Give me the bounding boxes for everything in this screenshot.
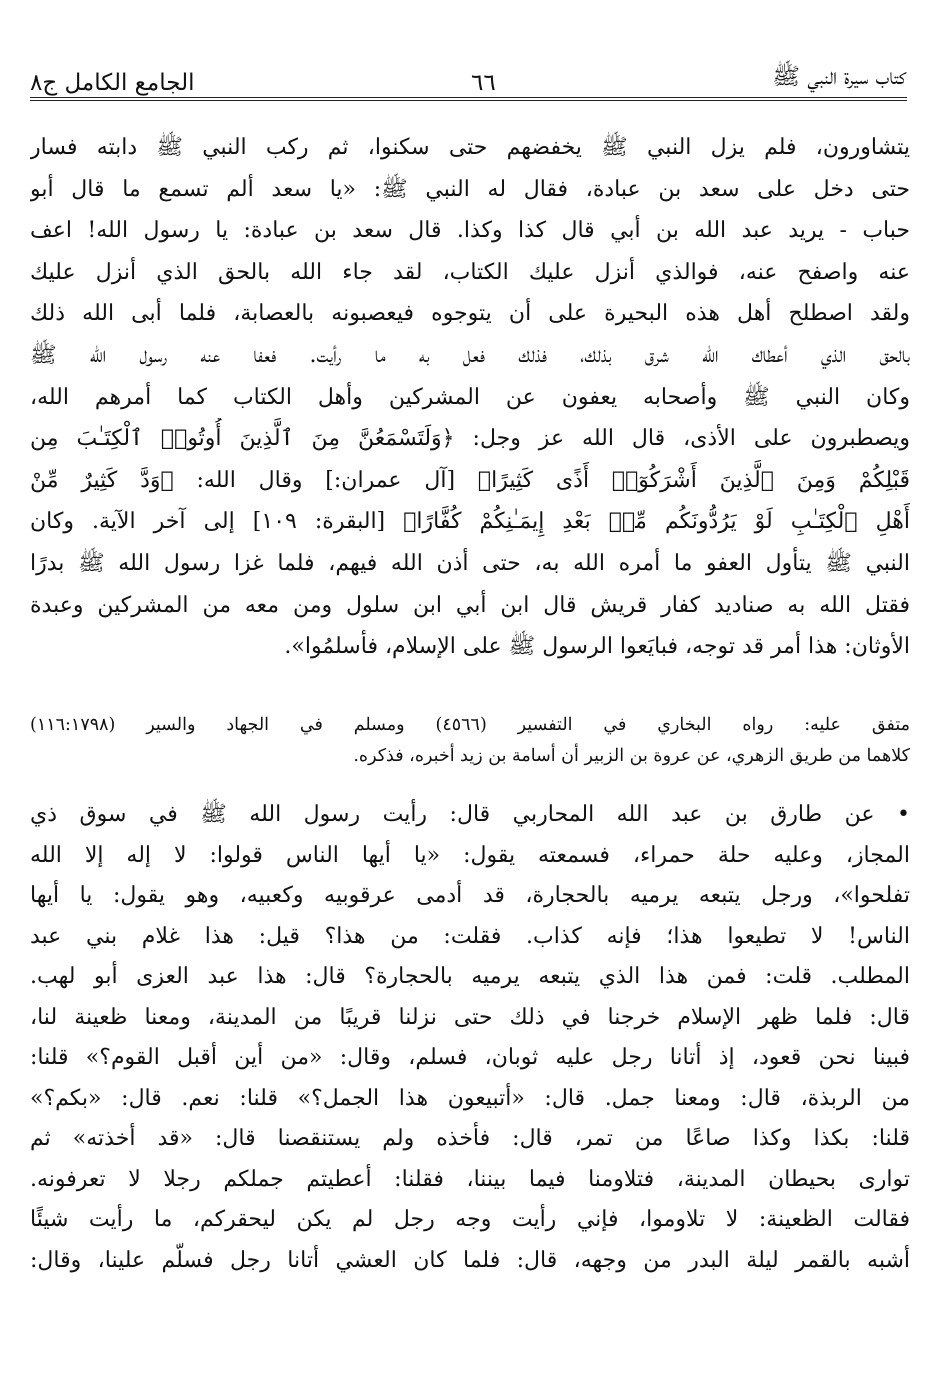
header-volume-title: الجامع الكامل ج٨ [30,70,195,96]
text-line: عنه واصفح عنه، فوالذي أنزل عليك الكتاب، لقد جاء الله بالحق الذي أنزل عليك [30,259,910,285]
header-book-title: كتاب سيرة النبي ﷺ [772,64,906,90]
text-line: يتشاورون، فلم يزل النبي ﷺ يخفضهم حتى سكنوا، ثم ركب النبي ﷺ دابته فسار [30,135,910,160]
text-line: فقالت الظعينة: لا تلاوموا، فإني رأيت وجه رجل لم يكن ليحقركم، ما رأيت شيئًا [30,1207,910,1232]
page-number: ٦٦ [471,70,496,96]
header-rule [30,97,907,101]
text-line: فبينا نحن قعود، إذ أتانا رجل عليه ثوبان، فسلم، وقال: «من أين أقبل القوم؟» قلنا: [30,1045,910,1070]
text-line: قلنا: بكذا وكذا صاعًا من تمر، قال: فأخذه ولم يستنقصنا قال: «قد أخذته» ثم [30,1126,910,1151]
footnote-line: كلاهما من طريق الزهري، عن عروة بن الزبير أن أسامة بن زيد أخبره، فذكره. [353,746,910,766]
text-line: المطلب. قلت: فمن هذا الذي يتبعه يرميه بالحجارة؟ قال: هذا عبد العزى أبو لهب. [30,964,910,989]
text-line: حتى دخل على سعد بن عبادة، فقال له النبي ﷺ: «يا سعد ألم تسمع ما قال أبو [30,176,910,202]
text-line: ولقد اصطلح أهل هذه البحيرة على أن يتوجوه فيعصبونه بالعصابة، فلما أبى الله ذلك [30,301,910,327]
text-line: فقتل الله به صناديد كفار قريش قال ابن أبي ابن سلول ومن معه من المشركين وعبدة [30,592,910,618]
text-line: ويصطبرون على الأذى، قال الله عز وجل: ﴿وَلَتَسْمَعُنَّ مِنَ ٱلَّذِينَ أُوتُوا۟ ٱلْكِتَـٰبَ مِن [30,426,910,452]
text-line: الناس! لا تطيعوا هذا؛ فإنه كذاب. فقلت: من هذا؟ قيل: هذا غلام بني عبد [30,923,910,949]
page-header [30,52,906,96]
footnote-line: متفق عليه: رواه البخاري في التفسير (٤٥٦٦) ومسلم في الجهاد والسير (١١٦:١٧٩٨) [30,715,910,735]
text-line: وكان النبي ﷺ وأصحابه يعفون عن المشركين وأهل الكتاب كما أمرهم الله، [30,384,910,410]
text-line: بالحق الذي أعطاك الله شرق بذلك، فذلك فعل به ما رأيت. فعفا عنه رسول الله ﷺ [30,342,910,368]
text-line: قَبْلِكُمْ وَمِنَ ٱلَّذِينَ أَشْرَكُوٓا۟ أَذًى كَثِيرًا﴾ [آل عمران:] وقال الله: ﴿وَدَّ كَثِيرٌ مِّنْ [30,467,910,493]
text-line: قال: فلما ظهر الإسلام خرجنا في ذلك حتى نزلنا قريبًا من المدينة، ومعنا ظعينة لنا، [30,1004,910,1030]
text-line: حباب - يريد عبد الله بن أبي قال كذا وكذا. قال سعد بن عبادة: يا رسول الله! اعف [30,218,910,244]
footnote-reference [30,710,910,772]
text-line: • عن طارق بن عبد الله المحاربي قال: رأيت رسول الله ﷺ في سوق ذي [30,802,910,827]
text-line: النبي ﷺ يتأول العفو ما أمره الله به، حتى أذن الله فيهم، فلما غزا رسول الله ﷺ بدرًا [30,550,910,576]
text-line: المجاز، وعليه حلة حمراء، فسمعته يقول: «يا أيها الناس قولوا: لا إله إلا الله [30,842,910,868]
text-line: توارى بحيطان المدينة، فتلاومنا فيما بيننا، فقلنا: أعطيتم جملكم رجلا لا تعرفونه. [30,1166,910,1192]
text-line: تفلحوا»، ورجل يتبعه يرميه بالحجارة، قد أدمى عرقوبيه وكعبيه، وهو يقول: يا أيها [30,883,910,908]
text-line: أَهْلِ ٱلْكِتَـٰبِ لَوْ يَرُدُّونَكُم مِّنۢ بَعْدِ إِيمَـٰنِكُمْ كُفَّارًا﴾ [البقرة: ١٠٩] إلى آخر الآية. وكان [30,509,910,535]
text-line: الأوثان: هذا أمر قد توجه، فبايَعوا الرسول ﷺ على الإسلام، فأسلمُوا». [284,634,910,660]
main-text [30,127,910,668]
text-line: أشبه بالقمر ليلة البدر من وجهه، قال: فلما كان العشي أتانا رجل فسلّم علينا، وقال: [30,1247,910,1273]
hadith-section [30,795,910,1281]
text-line: من الربذة، قال: ومعنا جمل. قال: «أتبيعون هذا الجمل؟» قلنا: نعم. قال: «بكم؟» [30,1085,910,1111]
